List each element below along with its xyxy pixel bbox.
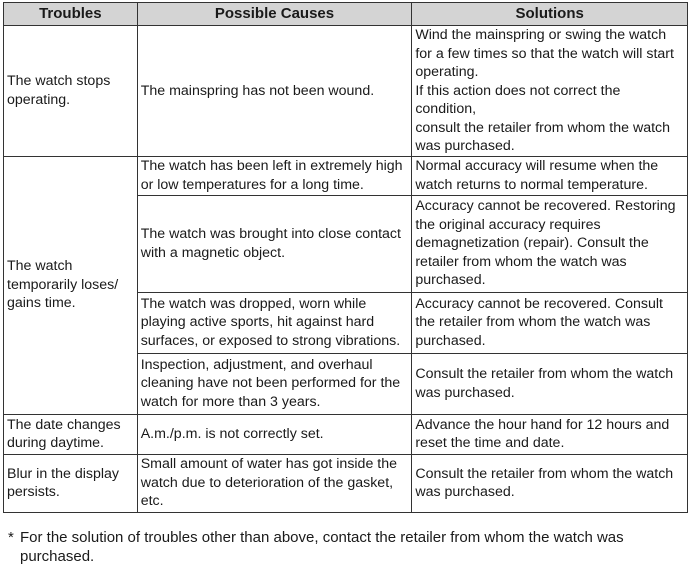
cause-cell bbox=[137, 195, 412, 292]
solution-cell bbox=[412, 292, 688, 353]
solution-text: Accuracy cannot be recovered. Restoring bbox=[415, 198, 676, 215]
solution-text: for a few times so that the watch will start bbox=[415, 45, 674, 62]
solution-text: was purchased. bbox=[415, 484, 515, 500]
table-row bbox=[4, 26, 688, 157]
cause-text: The watch was dropped, worn while bbox=[140, 295, 367, 312]
solution-text: Accuracy cannot be recovered. Consult bbox=[415, 295, 663, 312]
solution-text: the retailer from whom the watch was bbox=[415, 314, 651, 331]
solution-cell bbox=[412, 26, 688, 157]
cause-cell bbox=[137, 156, 412, 195]
cause-text: playing active sports, hit against hard bbox=[140, 314, 375, 331]
cause-text: surfaces, or exposed to strong vibrations. bbox=[140, 332, 401, 349]
footnote-line: For the solution of troubles other than above, contact the retailer from whom the watch was bbox=[20, 529, 624, 546]
table-row bbox=[4, 454, 688, 512]
cause-text: watch for more than 3 years. bbox=[140, 393, 321, 410]
footnote-text bbox=[20, 528, 688, 566]
table-row bbox=[4, 414, 688, 454]
cause-text: etc. bbox=[140, 493, 164, 510]
solution-text: was purchased. bbox=[415, 384, 515, 401]
trouble-text: temporarily loses/ bbox=[7, 276, 119, 293]
solution-text: demagnetization (repair). Consult the bbox=[415, 235, 649, 252]
solution-cell bbox=[412, 454, 688, 512]
table-row bbox=[4, 156, 688, 195]
solution-text: watch returns to normal temperature. bbox=[415, 176, 648, 193]
trouble-text: The date changes bbox=[7, 416, 121, 433]
cause-cell bbox=[137, 353, 412, 414]
cause-text: cleaning have not been performed for the bbox=[140, 375, 401, 392]
solution-text: Consult the retailer from whom the watch bbox=[415, 366, 674, 382]
trouble-text: operating. bbox=[7, 91, 71, 108]
troubleshooting-table-container bbox=[3, 2, 688, 513]
cause-text: Small amount of water has got inside the bbox=[140, 456, 398, 473]
trouble-text: Blur in the display bbox=[7, 465, 119, 482]
cause-text: The watch was brought into close contact bbox=[140, 226, 401, 242]
solution-text: Normal accuracy will resume when the bbox=[415, 158, 659, 174]
trouble-text: during daytime. bbox=[7, 435, 104, 451]
footnote-marker: * bbox=[8, 529, 14, 546]
cause-text: The mainspring has not been wound. bbox=[140, 82, 375, 99]
footnote bbox=[8, 528, 688, 566]
solution-text: If this action does not correct the condition, bbox=[415, 82, 621, 117]
solution-text: reset the time and date. bbox=[415, 435, 565, 451]
trouble-text: persists. bbox=[7, 484, 60, 500]
footnote-line: purchased. bbox=[20, 548, 95, 565]
cause-text: Inspection, adjustment, and overhaul bbox=[140, 356, 373, 373]
trouble-cell bbox=[4, 454, 138, 512]
solution-text: Advance the hour hand for 12 hours and bbox=[415, 416, 670, 433]
trouble-text: The watch stops bbox=[7, 73, 111, 90]
cause-cell bbox=[137, 454, 412, 512]
column-header-troubles: Troubles bbox=[4, 3, 138, 26]
trouble-cell bbox=[4, 414, 138, 454]
trouble-text: gains time. bbox=[7, 295, 76, 312]
cause-text: with a magnetic object. bbox=[140, 244, 286, 261]
solution-text: consult the retailer from whom the watch bbox=[415, 119, 671, 136]
trouble-text: The watch bbox=[7, 258, 73, 275]
solution-text: Wind the mainspring or swing the watch bbox=[415, 27, 667, 43]
cause-cell bbox=[137, 292, 412, 353]
cause-text: A.m./p.m. is not correctly set. bbox=[140, 425, 324, 442]
solution-text: purchased. bbox=[415, 332, 486, 349]
solution-text: was purchased. bbox=[415, 138, 515, 154]
cause-text: watch due to deterioration of the gasket, bbox=[140, 474, 394, 491]
cause-text: The watch has been left in extremely high bbox=[140, 158, 403, 174]
cause-text: or low temperatures for a long time. bbox=[140, 176, 364, 193]
solution-cell bbox=[412, 353, 688, 414]
troubleshooting-table bbox=[3, 2, 688, 513]
solution-cell bbox=[412, 414, 688, 454]
solution-text: the original accuracy requires bbox=[415, 216, 601, 233]
trouble-cell bbox=[4, 26, 138, 157]
solution-text: Consult the retailer from whom the watch bbox=[415, 465, 674, 482]
solution-text: operating. bbox=[415, 64, 479, 80]
solution-cell bbox=[412, 156, 688, 195]
column-header-possible-causes: Possible Causes bbox=[137, 3, 412, 26]
cause-cell bbox=[137, 414, 412, 454]
table-header-row bbox=[4, 3, 688, 26]
solution-text: purchased. bbox=[415, 272, 486, 289]
column-header-solutions: Solutions bbox=[412, 3, 688, 26]
trouble-cell bbox=[4, 156, 138, 414]
solution-cell bbox=[412, 195, 688, 292]
solution-text: retailer from whom the watch was bbox=[415, 253, 627, 270]
cause-cell bbox=[137, 26, 412, 157]
